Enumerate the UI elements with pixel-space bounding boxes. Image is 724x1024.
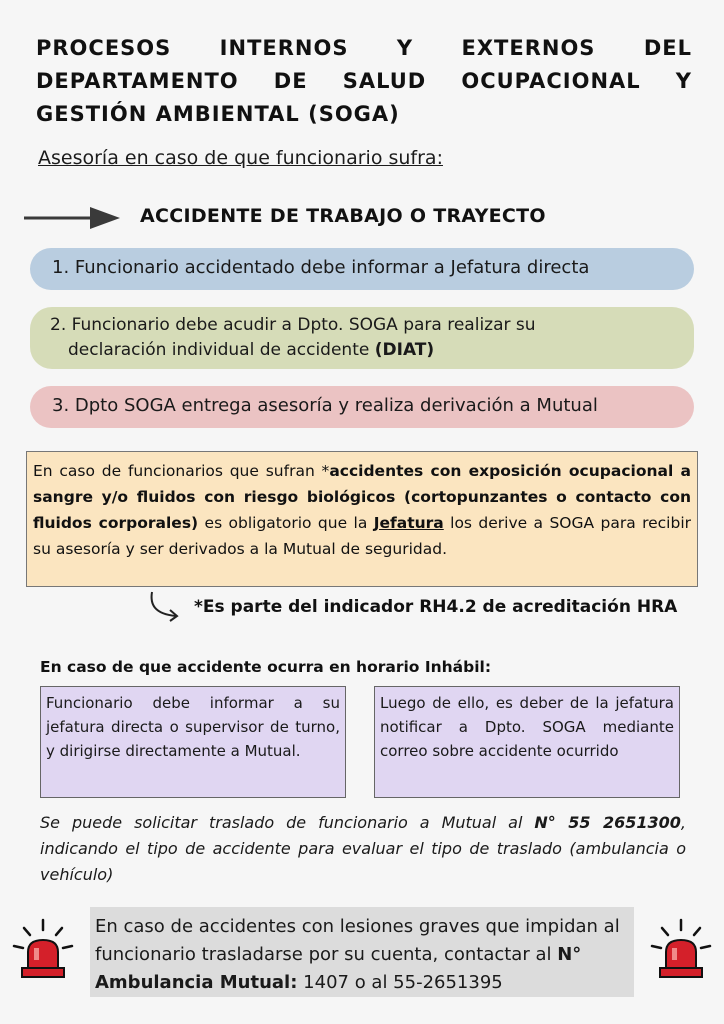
siren-icon bbox=[12, 918, 74, 988]
step-2-line-1: 2. Funcionario debe acudir a Dpto. SOGA para realizar su bbox=[50, 315, 536, 335]
transfer-phone: N° 55 2651300 bbox=[534, 813, 681, 832]
page-title bbox=[36, 32, 692, 131]
step-2-line-2 bbox=[50, 338, 694, 363]
subtitle: Asesoría en caso de que funcionario sufra: bbox=[38, 147, 443, 169]
ambulance-label: N° Ambulancia Mutual: bbox=[95, 944, 582, 993]
transfer-part-2: , indicando el tipo de accidente para evaluar el tipo de traslado (ambulancia o vehículo) bbox=[40, 813, 686, 884]
right-arrow-icon bbox=[24, 205, 124, 231]
indicator-note: *Es parte del indicador RH4.2 de acreditación HRA bbox=[194, 597, 678, 617]
transfer-part-1: Se puede solicitar traslado de funcionario a Mutual al bbox=[40, 813, 535, 832]
step-2-line-2-text: declaración individual de accidente bbox=[68, 340, 375, 360]
note-part-3: los derive a SOGA para recibir su asesoría y ser derivados a la Mutual de seguridad. bbox=[33, 514, 692, 558]
diat-label: (DIAT) bbox=[374, 340, 435, 360]
curved-arrow-icon bbox=[146, 590, 184, 624]
title-line-1: PROCESOS INTERNOS Y EXTERNOS DEL bbox=[36, 36, 692, 60]
section-title: ACCIDENTE DE TRABAJO O TRAYECTO bbox=[140, 205, 546, 227]
ambulance-numbers: 1407 o al 55-2651395 bbox=[297, 972, 503, 993]
note-jefatura: Jefatura bbox=[373, 514, 444, 532]
inhabil-box-1: Funcionario debe informar a su jefatura directa o supervisor de turno, y dirigirse directamente a Mutual. bbox=[40, 686, 346, 798]
inhabil-box-2: Luego de ello, es deber de la jefatura notificar a Dpto. SOGA mediante correo sobre accidente ocurrido bbox=[374, 686, 680, 798]
biological-exposure-note bbox=[26, 451, 698, 587]
note-bold-exposure: accidentes con exposición ocupacional a sangre y/o fluidos con riesgo biológicos (cortopunzantes o contacto con fluidos corporales) bbox=[33, 462, 691, 532]
title-line-3: GESTIÓN AMBIENTAL (SOGA) bbox=[36, 102, 400, 126]
emergency-box bbox=[90, 907, 634, 997]
step-1 bbox=[30, 248, 694, 290]
step-2 bbox=[30, 307, 694, 369]
note-part-1: En caso de funcionarios que sufran * bbox=[33, 462, 330, 480]
title-line-2: DEPARTAMENTO DE SALUD OCUPACIONAL Y bbox=[36, 69, 692, 93]
transfer-note bbox=[40, 810, 686, 888]
step-3-text: 3. Dpto SOGA entrega asesoría y realiza derivación a Mutual bbox=[52, 395, 598, 416]
emergency-text: En caso de accidentes con lesiones graves que impidan al funcionario trasladarse por su cuenta, contactar al bbox=[95, 916, 620, 965]
step-3 bbox=[30, 386, 694, 428]
siren-icon bbox=[650, 918, 712, 988]
step-1-text: 1. Funcionario accidentado debe informar a Jefatura directa bbox=[52, 257, 590, 278]
inhabil-title: En caso de que accidente ocurra en horario Inhábil: bbox=[40, 658, 492, 676]
note-part-2: es obligatorio que la bbox=[198, 514, 374, 532]
